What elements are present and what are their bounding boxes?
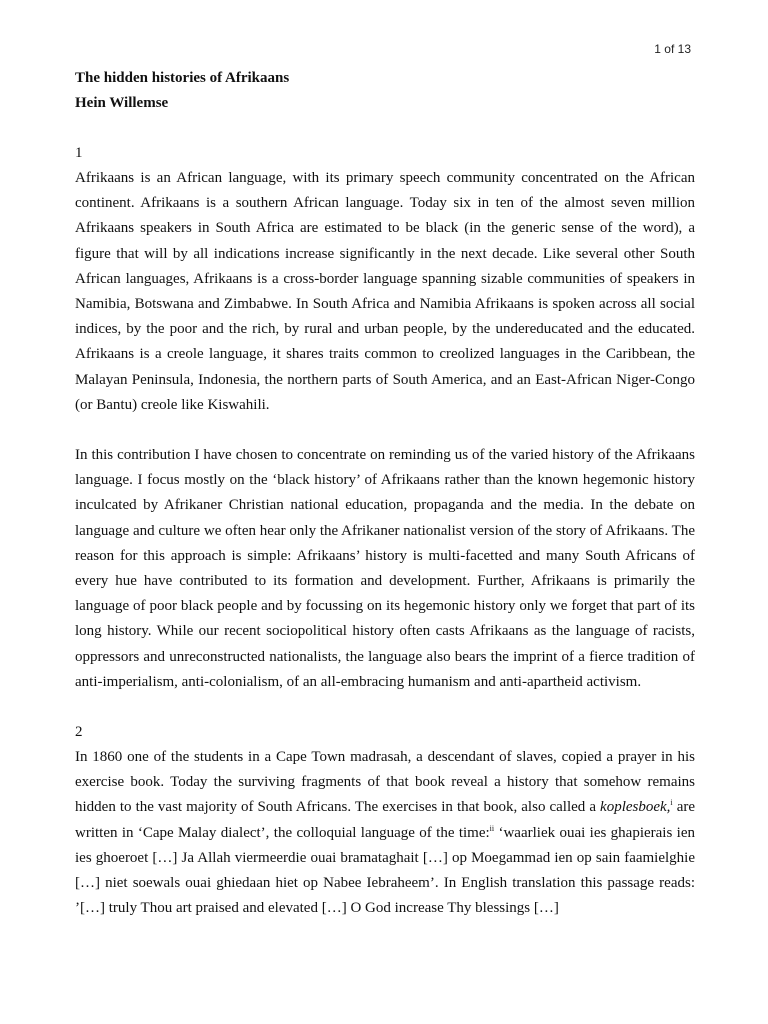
document-body xyxy=(75,66,695,921)
paragraph-text: In 1860 one of the students in a Cape Town madrasah, a descendant of slaves, copied a prayer in his exercise book. Today the surviving fragments of that book reveal a history that somehow remains hidden to the vast majority of South Africans. The exercises in that book, also called a xyxy=(75,749,695,816)
paragraph-text: ‘waarliek ouai ies ghapierais ien ies ghoeroet […] Ja Allah viermeerdie ouai bramataghait […] op Moegammad ien op sain faamielghie […] niet soewals ouai ghiedaan hiet op Nabee Iebraheem’. In English translation this passage reads: ’[…] truly Thou art praised and elevated […] O God increase Thy blessings […] xyxy=(75,824,695,917)
footnote-ref-i[interactable]: i xyxy=(670,798,673,808)
section-2-number: 2 xyxy=(75,724,83,741)
section-1-paragraph-2: In this contribution I have chosen to concentrate on reminding us of the varied history of the Afrikaans language. I focus mostly on the ‘black history’ of Afrikaans rather than the known hegemonic history inculcated by Afrikaner Christian national education, propaganda and the media. In the debate on language and culture we often hear only the Afrikaner nationalist version of the story of Afrikaans. The reason for this approach is simple: Afrikaans’ history is multi-facetted and many South Africans of every hue have contributed to its formation and development. Further, Afrikaans is primarily the language of poor black people and by focussing on its hegemonic history only we forget that part of its long history. While our recent sociopolitical history often casts Afrikaans as the language of racists, oppressors and unreconstructed nationalists, the language also bears the imprint of a fierce tradition of anti-imperialism, anti-colonialism, of an all-embracing humanism and anti-apartheid activism. xyxy=(75,447,695,690)
spacer xyxy=(75,116,695,141)
section-1-number: 1 xyxy=(75,145,83,161)
document-title: The hidden histories of Afrikaans xyxy=(75,70,290,86)
document-author: Hein Willemse xyxy=(75,95,169,111)
section-2-paragraph-1 xyxy=(75,745,695,921)
paragraph-gap xyxy=(75,418,695,443)
term-koplesboek: koplesboek, xyxy=(600,799,671,816)
paragraph-text: are written in ‘Cape Malay dialect’, the colloquial language of the time: xyxy=(75,799,696,841)
footnote-ref-ii[interactable]: ii xyxy=(489,823,495,833)
paragraph-gap xyxy=(75,695,695,720)
page-indicator: 1 of 13 xyxy=(654,42,691,56)
section-1-paragraph-1: Afrikaans is an African language, with its primary speech community concentrated on the African continent. Afrikaans is a southern African language. Today six in ten of the almost seven million Afrikaans speakers in South Africa are estimated to be black (in the generic sense of the word), a figure that will by all indications increase significantly in the next decade. Like several other South African languages, Afrikaans is a cross-border language spanning sizable communities of speakers in Namibia, Botswana and Zimbabwe. In South Africa and Namibia Afrikaans is spoken across all social indices, by the poor and the rich, by rural and urban people, by the undereducated and the educated. Afrikaans is a creole language, it shares traits common to creolized languages in the Caribbean, the Malayan Peninsula, Indonesia, the northern parts of South America, and an East-African Niger-Congo (or Bantu) creole like Kiswahili. xyxy=(75,170,695,413)
